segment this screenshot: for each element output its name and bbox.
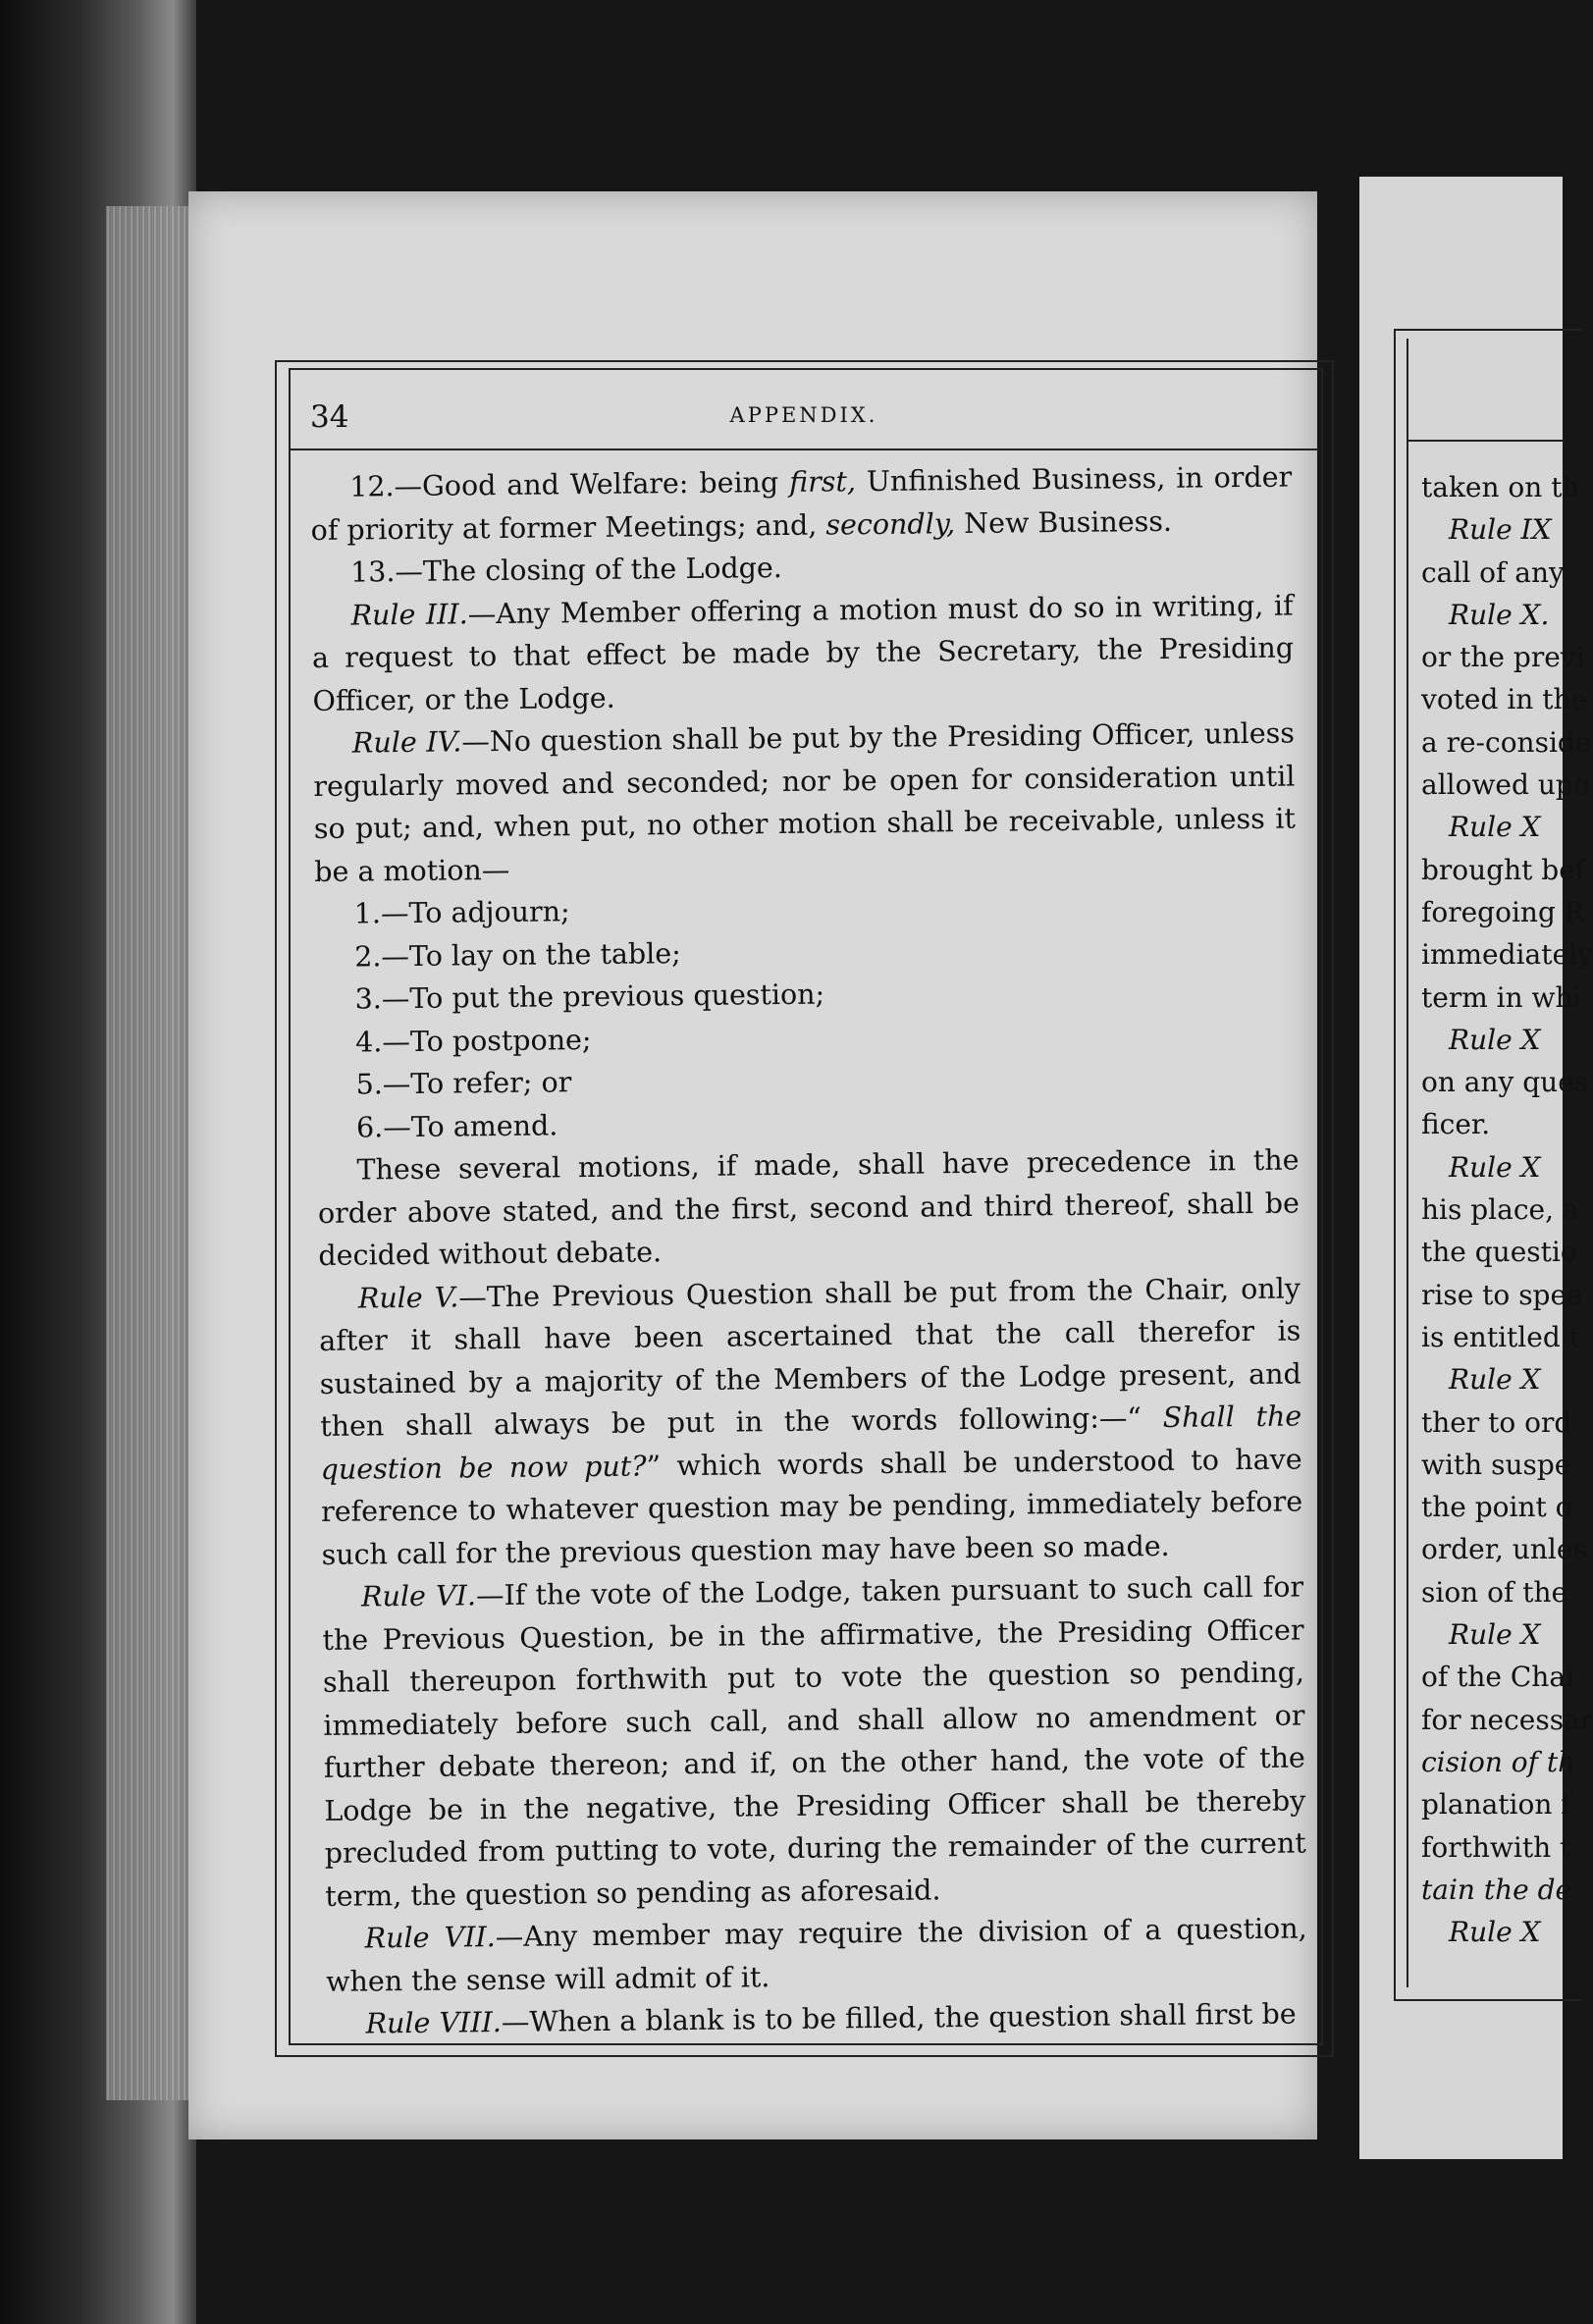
rule-5: Rule V.—The Previous Question shall be put from the Chair, only after it shall have been ascertained that the call therefor is sustained by a majority of the Members of the Lodge present, and then shall always be put in the words following:—“ Shall the question be now put?” which words shall be understood to have reference to whatever question may be pending, immediately before such call for the previous question may have been so made.	[319, 1271, 1303, 1571]
right-line: on any ques	[1421, 1066, 1589, 1099]
right-line: planation f	[1421, 1788, 1571, 1822]
left-page	[188, 191, 1317, 2139]
right-line: the point o	[1421, 1491, 1572, 1524]
right-line: is entitled t	[1421, 1320, 1580, 1353]
motion-item: 4.—To postpone;	[354, 1023, 592, 1059]
right-line: tain the de	[1421, 1873, 1572, 1906]
item-12: 12.—Good and Welfare: being first, Unfinished Business, in order of priority at former Meetings; and, secondly, New Business.	[310, 460, 1293, 547]
right-line: allowed upo	[1421, 768, 1590, 802]
right-line: with suspe	[1421, 1448, 1571, 1481]
right-line: cision of th	[1421, 1745, 1576, 1778]
right-line: ficer.	[1421, 1108, 1491, 1141]
right-line: forthwith t	[1421, 1830, 1571, 1864]
right-line: call of any	[1421, 555, 1565, 589]
right-page-header-rule	[1407, 440, 1564, 442]
motion-item: 6.—To amend.	[355, 1108, 558, 1144]
right-line: Rule X.	[1449, 598, 1550, 631]
right-line: brought bef	[1421, 853, 1586, 886]
rule-7: Rule VII.—Any member may require the division of a question, when the sense will admit of it.	[325, 1912, 1307, 1998]
right-line: a re-conside	[1421, 725, 1592, 759]
rule-3: Rule III.—Any Member offering a motion must do so in writing, if a request to that effect be made by the Secretary, the Presiding Officer, or the Lodge.	[311, 589, 1295, 717]
right-line: term in whi	[1421, 980, 1582, 1014]
right-line: rise to spea	[1421, 1278, 1583, 1311]
body-text	[310, 456, 1308, 2046]
motion-item: 5.—To refer; or	[355, 1066, 572, 1101]
right-page-text	[1421, 466, 1593, 1953]
right-line: ther to ord	[1421, 1405, 1572, 1439]
right-line: foregoing R	[1421, 895, 1585, 928]
item-13: 13.—The closing of the Lodge.	[349, 551, 783, 589]
right-line: Rule X	[1449, 1618, 1541, 1652]
page-number: 34	[310, 399, 349, 435]
right-line: of the Chai	[1421, 1661, 1574, 1694]
right-line: Rule IX	[1449, 513, 1552, 547]
rule-8: Rule VIII.—When a blank is to be filled, the question shall first be	[365, 1997, 1297, 2040]
motion-item: 3.—To put the previous question;	[354, 977, 825, 1016]
right-line: or the previ	[1421, 641, 1585, 674]
right-line: taken on th	[1421, 471, 1580, 503]
right-line: his place, a	[1421, 1193, 1579, 1227]
running-head: APPENDIX.	[729, 403, 878, 427]
right-line: Rule X	[1449, 1023, 1541, 1056]
rule-6: Rule VI.—If the vote of the Lodge, taken pursuant to such call for the Previous Question, be in the affirmative, the Presiding Officer shall thereupon forthwith put to vote the question so pending, immediately before such call, and shall allow no amendment or further debate thereon; and if, on the other hand, the vote of the Lodge be in the negative, the Presiding Officer shall be thereby precluded from putting to vote, during the remainder of the current term, the question so pending as aforesaid.	[322, 1570, 1306, 1913]
motion-item: 1.—To adjourn;	[353, 895, 570, 930]
precedence-paragraph: These several motions, if made, shall have precedence in the order above stated, and the first, second and third thereof, shall be decided without debate.	[317, 1143, 1301, 1272]
right-line: the questio	[1421, 1236, 1577, 1269]
right-line: sion of the	[1421, 1575, 1568, 1609]
right-line: for necessar	[1421, 1703, 1593, 1736]
page-edges	[106, 206, 194, 2100]
right-line: order, unles	[1421, 1533, 1587, 1566]
right-line: Rule X	[1449, 1916, 1541, 1949]
right-line: Rule X	[1449, 811, 1541, 844]
right-line: voted in the	[1421, 683, 1588, 716]
right-line: Rule X	[1449, 1363, 1541, 1397]
right-line: immediately	[1421, 938, 1593, 972]
right-line: Rule X	[1449, 1150, 1541, 1184]
page-header	[289, 394, 1319, 450]
motion-item: 2.—To lay on the table;	[354, 936, 681, 974]
rule-4: Rule IV.—No question shall be put by the Presiding Officer, unless regularly moved and seconded; nor be open for consideration until so put; and, when put, no other motion shall be receivable, unless it be a motion—	[313, 716, 1296, 888]
